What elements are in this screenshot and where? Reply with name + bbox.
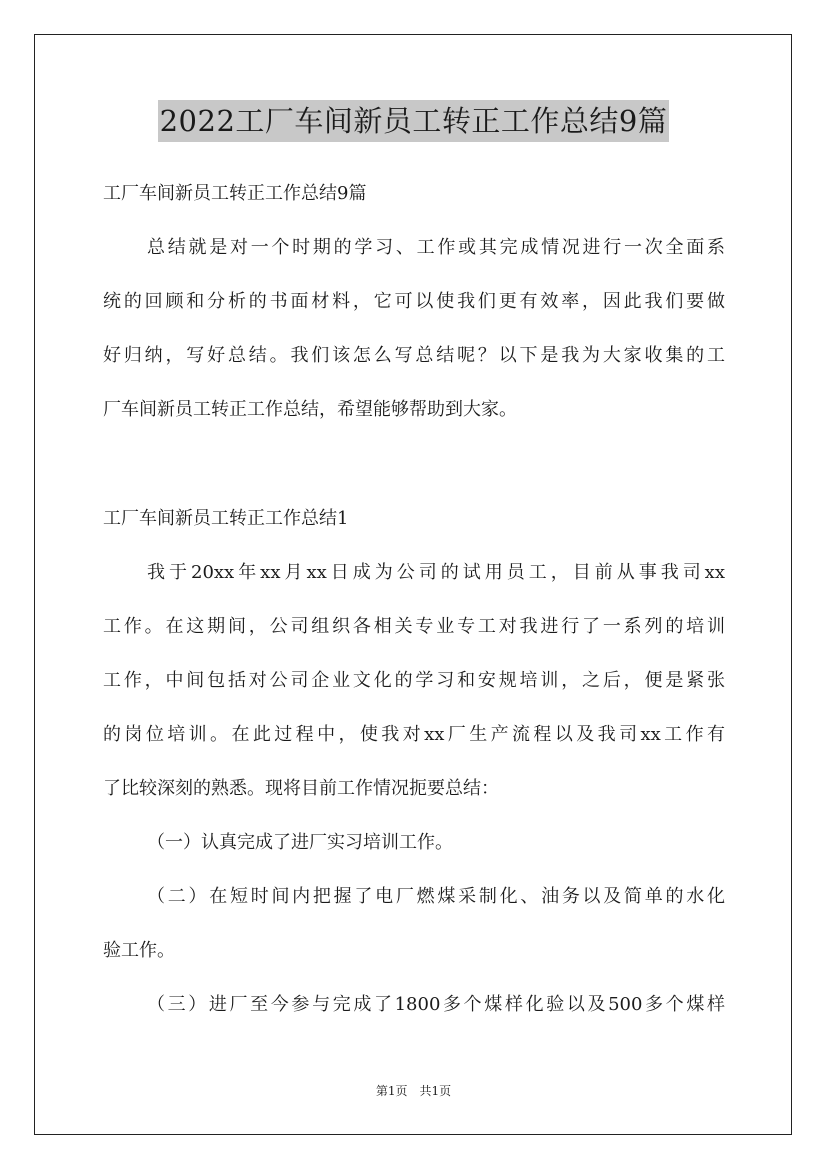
document-title: 2022工厂车间新员工转正工作总结9篇 [158, 100, 670, 142]
list-item: （三）进厂至今参与完成了1800多个煤样化验以及500多个煤样 [147, 994, 725, 1015]
paragraph-line: 工作，中间包括对公司企业文化的学习和安规培训，之后，便是紧张 [103, 670, 725, 691]
document-subtitle: 工厂车间新员工转正工作总结9篇 [103, 183, 367, 204]
paragraph-line: 工作。在这期间，公司组织各相关专业专工对我进行了一系列的培训 [103, 616, 725, 637]
list-item-continuation: 验工作。 [103, 940, 175, 961]
paragraph-line: 总结就是对一个时期的学习、工作或其完成情况进行一次全面系 [147, 237, 725, 258]
paragraph-line: 厂车间新员工转正工作总结，希望能够帮助到大家。 [103, 399, 517, 420]
page-number: 第1页 共1页 [375, 1084, 452, 1098]
paragraph-line: 统的回顾和分析的书面材料，它可以使我们更有效率，因此我们要做 [103, 291, 725, 312]
paragraph-line: 的岗位培训。在此过程中，使我对xx厂生产流程以及我司xx工作有 [103, 724, 725, 745]
document-body [103, 0, 725, 1170]
section-heading: 工厂车间新员工转正工作总结1 [103, 508, 349, 529]
list-item: （一）认真完成了进厂实习培训工作。 [147, 832, 453, 853]
paragraph-line: 了比较深刻的熟悉。现将目前工作情况扼要总结： [103, 778, 499, 799]
paragraph-line: 我于20xx年xx月xx日成为公司的试用员工，目前从事我司xx [147, 562, 725, 583]
list-item: （二）在短时间内把握了电厂燃煤采制化、油务以及简单的水化 [147, 886, 725, 907]
paragraph-line: 好归纳，写好总结。我们该怎么写总结呢？以下是我为大家收集的工 [103, 345, 725, 366]
